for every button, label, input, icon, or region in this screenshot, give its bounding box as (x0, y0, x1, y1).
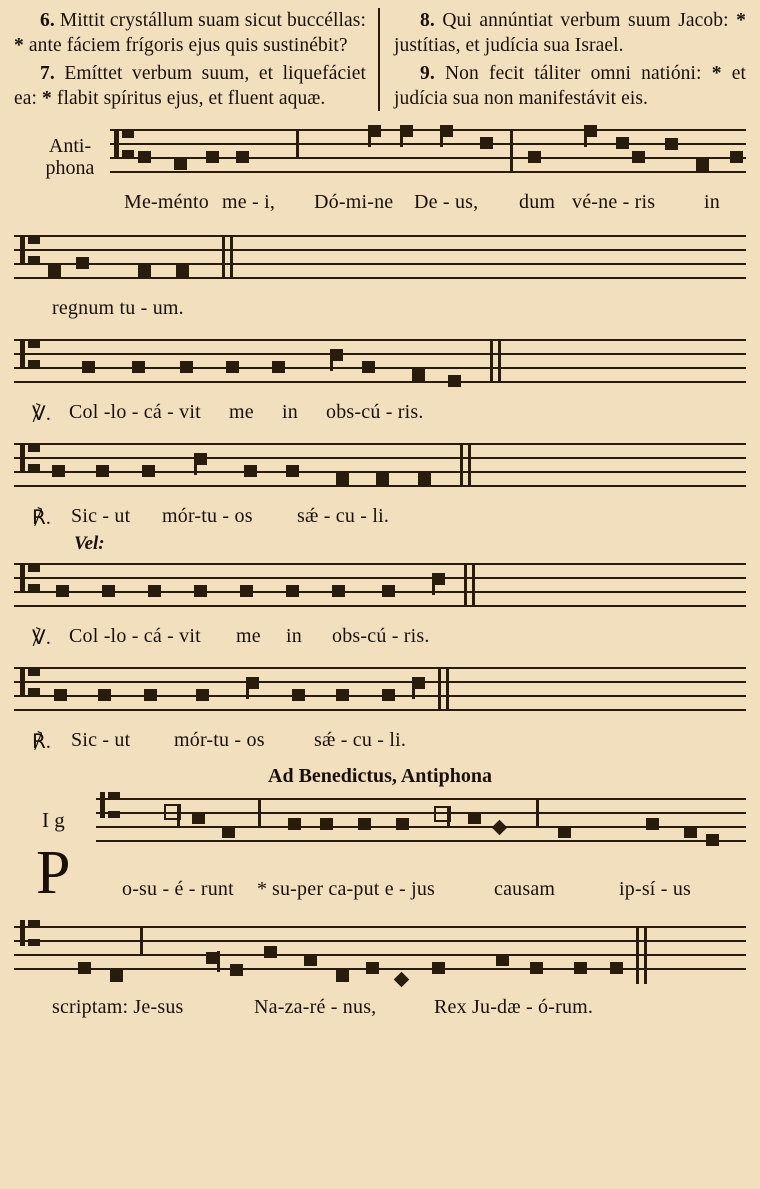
lyric-token: regnum tu - um. (52, 297, 184, 320)
verse-text-after-star: ante fáciem frígoris ejus quis sustinébit? (28, 35, 348, 57)
neume-note (240, 585, 253, 597)
neume-note (368, 125, 381, 137)
lyric-token: obs-cú - ris. (332, 625, 430, 648)
lyrics-line (14, 401, 746, 435)
barline (258, 798, 261, 828)
neume-note (332, 585, 345, 597)
lyric-token: Col -lo - cá - vit (69, 625, 201, 648)
neume-note (206, 952, 219, 964)
neume-note (272, 361, 285, 373)
verse-text-after-star: flabit spíritus ejus, et fluent aquæ. (56, 88, 326, 110)
neume-note (382, 585, 395, 597)
verse-text-after-star: justítias, et judícia sua Israel. (394, 35, 624, 57)
neume-note (480, 137, 493, 149)
neume-note (174, 158, 187, 170)
chant-ad-benedictus (14, 794, 746, 918)
staff-line (14, 235, 746, 237)
neume-note (616, 137, 629, 149)
lyric-star: * (257, 878, 268, 901)
neume-note (132, 361, 145, 373)
staff-line (14, 339, 746, 341)
staff-line (14, 605, 746, 607)
barline (464, 563, 467, 607)
lyric-token: ip-sí - us (619, 878, 691, 901)
staff-line (110, 129, 746, 131)
neume-note (730, 151, 743, 163)
verse-star: * (736, 10, 746, 31)
neume-note (292, 689, 305, 701)
neume-note (98, 689, 111, 701)
neume-note (584, 125, 597, 137)
neume-note (432, 573, 445, 585)
psalm-verses (0, 0, 760, 111)
neume-note (330, 349, 343, 361)
c-clef-icon (20, 445, 41, 471)
versicle-mark: ℣. (32, 403, 52, 426)
neume-note (646, 818, 659, 830)
verse-text-before-star: Emíttet verbum suum, et liquefáciet ea: (14, 62, 366, 110)
lyric-token: Rex Ju-dæ - ó-rum. (434, 996, 594, 1019)
lyric-token: Na-za-ré - nus, (254, 996, 377, 1019)
response-mark: ℟. (32, 507, 52, 530)
barline (472, 563, 475, 607)
neume-note (418, 473, 431, 485)
neume-note-diamond (492, 820, 508, 836)
lyric-token: Sic - ut (71, 729, 131, 752)
staff (14, 439, 746, 501)
staff-line (14, 563, 746, 565)
staff-line (14, 577, 746, 579)
lyric-token: Me-ménto (124, 191, 209, 214)
c-clef-icon (20, 669, 41, 695)
neume-note-diamond (394, 972, 410, 988)
staff (96, 794, 746, 862)
neume-note (194, 585, 207, 597)
staff (14, 663, 746, 725)
neume-note (336, 970, 349, 982)
neume-note (138, 265, 151, 277)
lyrics-line (14, 729, 746, 755)
neume-note (432, 962, 445, 974)
barline (296, 129, 299, 159)
neume-note (102, 585, 115, 597)
staff (14, 335, 746, 397)
verse-number: 9. (420, 62, 435, 84)
lyric-token: sǽ - cu - li. (314, 729, 407, 752)
versicle-mark: ℣. (32, 627, 52, 650)
staff-line (14, 457, 746, 459)
lyric-token: in (282, 401, 298, 424)
neume-note (244, 465, 257, 477)
staff-line (14, 709, 746, 711)
lyric-token: vé-ne - ris (572, 191, 656, 214)
staff-line (14, 591, 746, 593)
lyric-token: mór-tu - os (162, 505, 253, 528)
lyric-token: causam (494, 878, 556, 901)
neume-note (706, 834, 719, 846)
verse-star: * (42, 88, 52, 110)
lyric-token: dum (519, 191, 556, 214)
neume-note (48, 265, 61, 277)
chant-antiphona (14, 125, 746, 227)
chant-ad-benedictus-cont (14, 922, 746, 1030)
verse-text-before-star: Qui annúntiat verbum suum Jacob: (442, 10, 729, 31)
lyric-token: obs-cú - ris. (326, 401, 424, 424)
lyric-token: mór-tu - os (174, 729, 265, 752)
neume-note (76, 257, 89, 269)
neume-note (468, 812, 481, 824)
lyrics-line (14, 191, 746, 227)
staff (14, 922, 746, 990)
verse-column-left (14, 8, 380, 111)
barline (498, 339, 501, 383)
neume-note (264, 946, 277, 958)
verse-number: 8. (420, 10, 435, 31)
staff-line (110, 171, 746, 173)
verse-star: * (14, 35, 24, 57)
barline (644, 926, 647, 984)
verse-item (394, 61, 746, 112)
neume-note (206, 151, 219, 163)
vel-label: Vel: (74, 533, 105, 555)
neume-note (448, 375, 461, 387)
neume-note (574, 962, 587, 974)
drop-cap: P (36, 839, 71, 908)
barline (438, 667, 441, 711)
neume-note (412, 369, 425, 381)
staff-line (14, 263, 746, 265)
verse-text-before-star: Non fecit táliter omni natióni: (444, 62, 702, 84)
lyrics-line (14, 878, 746, 918)
neume-note (530, 962, 543, 974)
lyrics-line (14, 996, 746, 1030)
lyric-token: Dó-mi-ne (314, 191, 394, 214)
neume-note (78, 962, 91, 974)
barline (636, 926, 639, 984)
neume-note (696, 159, 709, 171)
neume-note (180, 361, 193, 373)
chant-response-1 (14, 439, 746, 555)
staff-line (14, 249, 746, 251)
barline (510, 129, 513, 173)
verse-text-before-star: Mittit crystállum suam sicut buccéllas: (59, 10, 366, 31)
barline (446, 667, 449, 711)
neume-note (665, 138, 678, 150)
response-mark: ℟. (32, 731, 52, 754)
staff-line (14, 681, 746, 683)
chant-versicle-2 (14, 559, 746, 659)
barline (490, 339, 493, 383)
staff-line (14, 695, 746, 697)
c-clef-icon (20, 920, 41, 946)
neume-note (286, 465, 299, 477)
verse-number: 7. (40, 62, 55, 84)
neume-note (196, 689, 209, 701)
antiphona-label: Anti- phona (45, 135, 95, 180)
lyric-token: me (236, 625, 261, 648)
neume-note (148, 585, 161, 597)
chant-response-2 (14, 663, 746, 755)
lyrics-line (14, 625, 746, 659)
staff-line (14, 381, 746, 383)
neume-note (440, 125, 453, 137)
neume-note (226, 361, 239, 373)
neume-note (286, 585, 299, 597)
chant-versicle-1 (14, 335, 746, 435)
neume-note (144, 689, 157, 701)
neume-note (684, 826, 697, 838)
neume-note (54, 689, 67, 701)
neume-note (496, 954, 509, 966)
neume-note (96, 465, 109, 477)
neume-note (194, 453, 207, 465)
chant-antiphona-cont (14, 231, 746, 331)
lyric-token: Sic - ut (71, 505, 131, 528)
lyric-token: De - us, (414, 191, 479, 214)
staff-line (14, 667, 746, 669)
neume-note (632, 151, 645, 163)
staff-line (96, 840, 746, 842)
lyric-token: sǽ - cu - li. (297, 505, 390, 528)
barline (140, 926, 143, 956)
staff-line (14, 277, 746, 279)
neume-note (138, 151, 151, 163)
neume-note (142, 465, 155, 477)
neume-note (396, 818, 409, 830)
c-clef-icon (20, 565, 41, 591)
barline (536, 798, 539, 828)
lyrics-line (14, 297, 746, 331)
staff (14, 231, 746, 293)
c-clef-icon (20, 237, 41, 263)
verse-item (14, 8, 366, 59)
verse-number: 6. (40, 10, 55, 31)
barline (460, 443, 463, 487)
neume-note (336, 473, 349, 485)
neume-note (110, 970, 123, 982)
lyric-token: o-su - é - runt (122, 878, 234, 901)
verse-column-right (380, 8, 746, 111)
c-clef-icon (20, 341, 41, 367)
barline (222, 235, 225, 279)
neume-note-open (434, 806, 451, 822)
barline (468, 443, 471, 487)
neume-note (288, 818, 301, 830)
neume-note (52, 465, 65, 477)
neume-note (230, 964, 243, 976)
staff-line (14, 367, 746, 369)
neume-note (56, 585, 69, 597)
neume-note (236, 151, 249, 163)
lyrics-line (14, 505, 746, 531)
lyric-token: Col -lo - cá - vit (69, 401, 201, 424)
neume-note (222, 826, 235, 838)
neume-note (362, 361, 375, 373)
neume-note (336, 689, 349, 701)
lyric-token: me (229, 401, 254, 424)
neume-note (304, 954, 317, 966)
neume-note-open (164, 804, 181, 820)
neume-note (382, 689, 395, 701)
verse-item (14, 61, 366, 112)
neume-note (376, 473, 389, 485)
staff-line (14, 485, 746, 487)
neume-note (558, 826, 571, 838)
neume-note (400, 125, 413, 137)
neume-note (610, 962, 623, 974)
staff-line (14, 353, 746, 355)
neume-note (192, 812, 205, 824)
staff-line (96, 798, 746, 800)
lyric-token: in (704, 191, 720, 214)
staff-line (14, 443, 746, 445)
verse-star: * (711, 62, 722, 84)
ad-benedictus-title: Ad Benedictus, Antiphona (268, 765, 492, 788)
barline (230, 235, 233, 279)
neume-note (528, 151, 541, 163)
staff-line (110, 143, 746, 145)
mode-label: I g (42, 808, 65, 833)
lyric-token: in (286, 625, 302, 648)
c-clef-icon (100, 792, 121, 818)
lyric-token: su-per ca-put e - jus (272, 878, 436, 901)
lyric-token: me - i, (222, 191, 276, 214)
verse-item (394, 8, 746, 59)
neume-note (320, 818, 333, 830)
neume-note (246, 677, 259, 689)
lyric-token: scriptam: Je-sus (52, 996, 184, 1019)
neume-note (412, 677, 425, 689)
neume-note (176, 265, 189, 277)
c-clef-icon (114, 131, 135, 157)
staff (110, 125, 746, 187)
neume-note (82, 361, 95, 373)
verse-text-after-star: et judícia sua non manifestávit eis. (394, 62, 746, 110)
neume-note (358, 818, 371, 830)
staff (14, 559, 746, 621)
neume-note (366, 962, 379, 974)
